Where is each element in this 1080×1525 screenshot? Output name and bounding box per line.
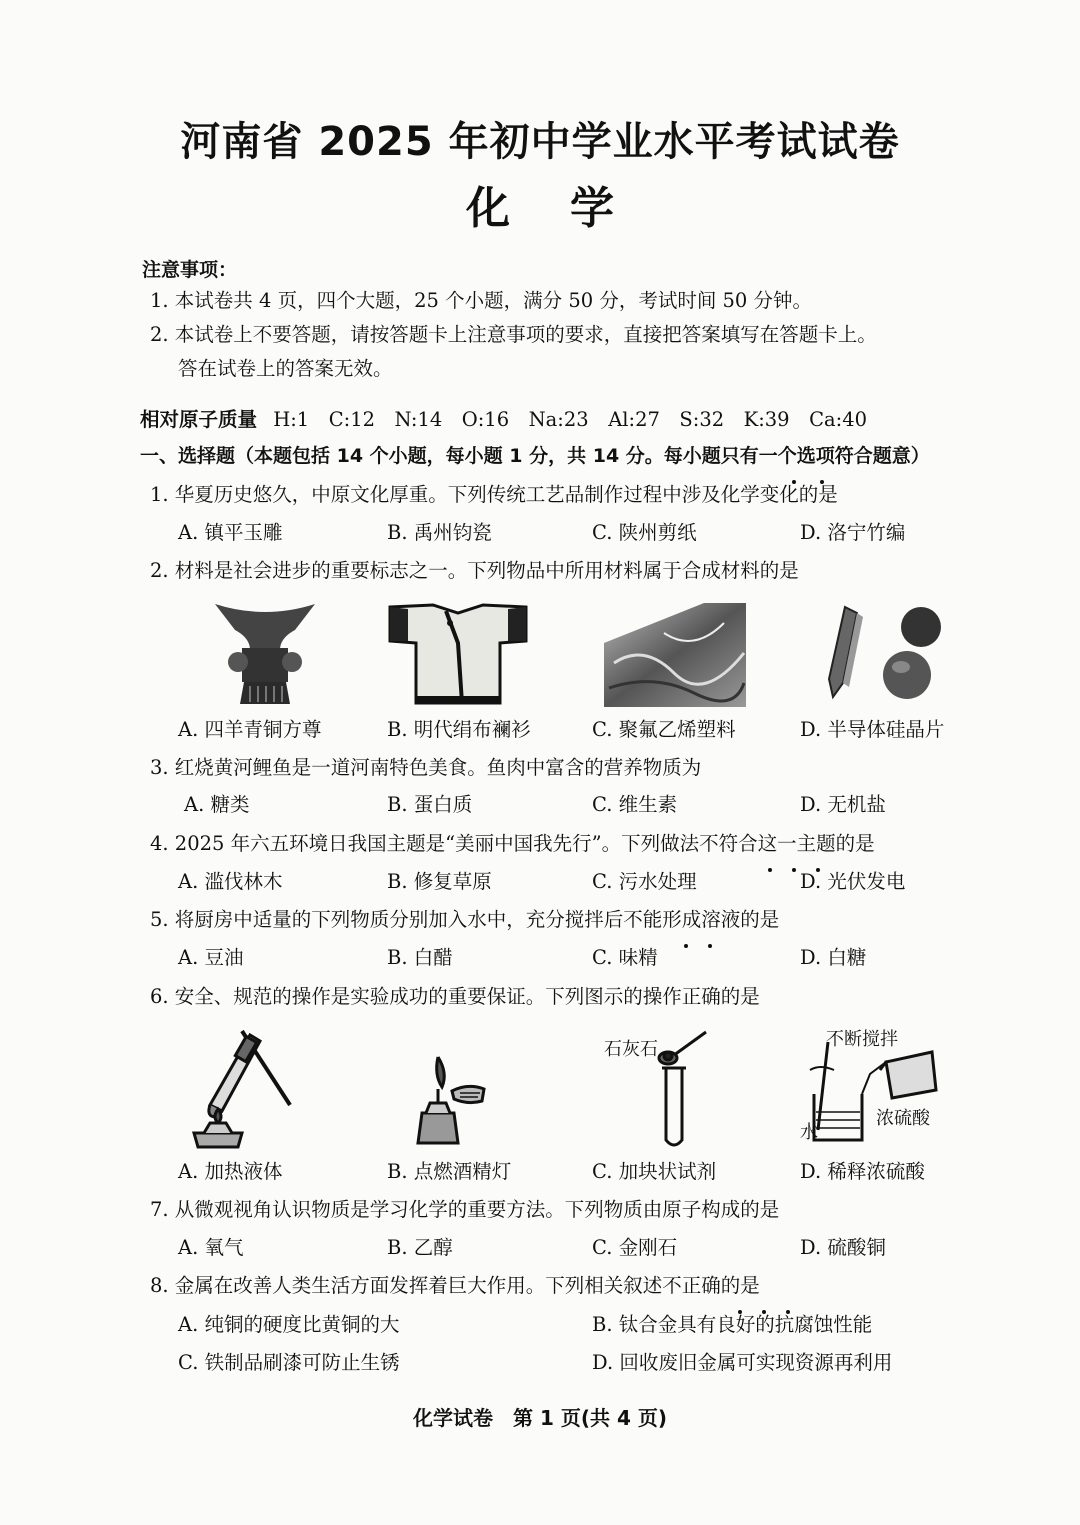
q2-option-d: D. 半导体硅晶片 [800, 718, 945, 741]
q6-option-c: C. 加块状试剂 [592, 1160, 717, 1183]
q3-option-c: C. 维生素 [592, 793, 678, 816]
q7-option-b: B. 乙醇 [387, 1236, 453, 1259]
atomic-mass-line [140, 407, 867, 433]
diluting-acid-figure [800, 1040, 940, 1154]
subject-title: 化学 [466, 183, 674, 234]
atomic-mass-label: 相对原子质量 [140, 408, 258, 431]
atomic-mass-values: H:1 C:12 N:14 O:16 Na:23 Al:27 S:32 K:39 Ca:40 [273, 408, 868, 431]
exam-title: 河南省 2025 年初中学业水平考试试卷 [180, 119, 900, 165]
adding-solid-figure [648, 1028, 718, 1157]
q7-option-c: C. 金刚石 [592, 1236, 678, 1259]
question-8-stem: 8. 金属在改善人类生活方面发挥着巨大作用。下列相关叙述不正确的是 [150, 1274, 760, 1297]
question-6-stem: 6. 安全、规范的操作是实验成功的重要保证。下列图示的操作正确的是 [150, 985, 760, 1008]
question-5-stem: 5. 将厨房中适量的下列物质分别加入水中，充分搅拌后不能形成溶液的是 [150, 908, 780, 931]
heating-liquid-figure [180, 1025, 300, 1154]
question-4-stem: 4. 2025 年六五环境日我国主题是“美丽中国我先行”。下列做法不符合这一主题的是 [150, 832, 875, 855]
q5-option-d: D. 白糖 [800, 946, 867, 969]
q5-option-c: C. 味精 [592, 946, 658, 969]
q6-option-d: D. 稀释浓硫酸 [800, 1160, 925, 1183]
q5-option-b: B. 白醋 [387, 946, 453, 969]
q2-option-c: C. 聚氟乙烯塑料 [592, 718, 736, 741]
q3-option-d: D. 无机盐 [800, 793, 886, 816]
label-water: 水 [800, 1122, 818, 1143]
notes-heading: 注意事项： [142, 259, 238, 281]
silicon-wafer-image [815, 603, 945, 707]
q4-option-a: A. 滥伐林木 [178, 870, 283, 893]
note-item-2: 2. 本试卷上不要答题，请按答题卡上注意事项的要求，直接把答案填写在答题卡上。 [150, 323, 877, 346]
q8-option-b: B. 钛合金具有良好的抗腐蚀性能 [592, 1313, 873, 1336]
plastic-film-image [604, 603, 746, 711]
q5-option-a: A. 豆油 [178, 946, 244, 969]
q4-option-c: C. 污水处理 [592, 870, 697, 893]
section1-heading: 一、选择题（本题包括 14 个小题，每小题 1 分，共 14 分。每小题只有一个选项符合题意） [140, 445, 930, 467]
question-2-stem: 2. 材料是社会进步的重要标志之一。下列物品中所用材料属于合成材料的是 [150, 559, 799, 582]
q3-option-b: B. 蛋白质 [387, 793, 473, 816]
note-item-3: 答在试卷上的答案无效。 [178, 357, 393, 380]
question-7-stem: 7. 从微观视角认识物质是学习化学的重要方法。下列物质由原子构成的是 [150, 1198, 780, 1221]
q1-option-c: C. 陕州剪纸 [592, 521, 697, 544]
q8-option-a: A. 纯铜的硬度比黄铜的大 [178, 1313, 400, 1336]
emphasis-dots [676, 934, 736, 953]
q2-option-a: A. 四羊青铜方尊 [178, 718, 322, 741]
label-acid: 浓硫酸 [876, 1108, 930, 1129]
page-footer: 化学试卷 第 1 页(共 4 页) [413, 1406, 667, 1430]
q7-option-d: D. 硫酸铜 [800, 1236, 886, 1259]
q8-option-d: D. 回收废旧金属可实现资源再利用 [592, 1351, 893, 1374]
q1-option-a: A. 镇平玉雕 [178, 521, 283, 544]
q8-option-c: C. 铁制品刷漆可防止生锈 [178, 1351, 400, 1374]
q3-option-a: A. 糖类 [184, 793, 250, 816]
note-item-1: 1. 本试卷共 4 页，四个大题，25 个小题，满分 50 分，考试时间 50 分钟。 [150, 289, 813, 312]
question-1-stem: 1. 华夏历史悠久，中原文化厚重。下列传统工艺品制作过程中涉及化学变化的是 [150, 483, 838, 506]
label-stir: 不断搅拌 [826, 1029, 898, 1050]
q1-option-b: B. 禹州钧瓷 [387, 521, 492, 544]
q4-option-b: B. 修复草原 [387, 870, 492, 893]
ming-robe-image [388, 603, 528, 712]
q7-option-a: A. 氧气 [178, 1236, 244, 1259]
lighting-lamp-figure [408, 1053, 498, 1152]
label-limestone: 石灰石 [604, 1039, 658, 1060]
q6-option-a: A. 加热液体 [178, 1160, 283, 1183]
bronze-zun-image [210, 600, 320, 714]
q4-option-d: D. 光伏发电 [800, 870, 906, 893]
question-3-stem: 3. 红烧黄河鲤鱼是一道河南特色美食。鱼肉中富含的营养物质为 [150, 756, 702, 779]
q1-option-d: D. 洛宁竹编 [800, 521, 906, 544]
q2-option-b: B. 明代绢布襕衫 [387, 718, 531, 741]
q6-option-b: B. 点燃酒精灯 [387, 1160, 512, 1183]
